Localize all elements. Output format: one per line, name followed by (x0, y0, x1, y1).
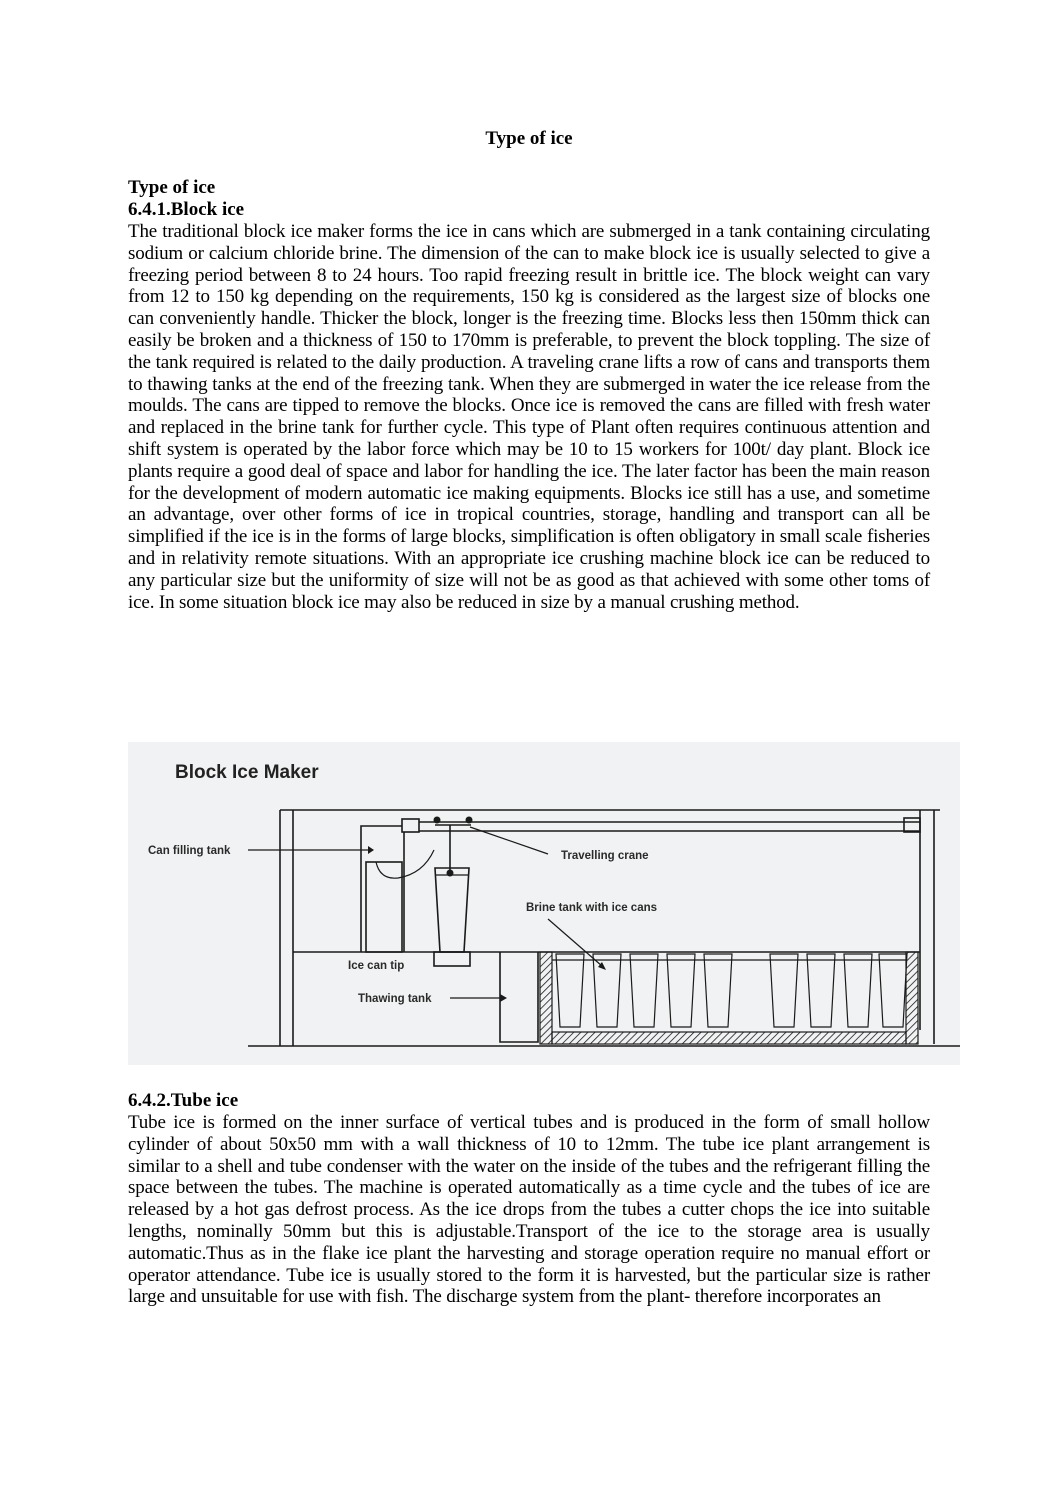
section-heading: Type of ice (128, 177, 216, 198)
tube-ice-section (128, 1090, 930, 1308)
label-can-filling-tank: Can filling tank (148, 845, 231, 857)
block-ice-section (128, 177, 930, 613)
ice-can (704, 954, 732, 1027)
can-filling-tank (361, 826, 434, 952)
label-ice-can-tip: Ice can tip (348, 960, 405, 972)
building-frame (248, 810, 960, 1046)
ice-can (844, 954, 872, 1027)
label-brine-tank: Brine tank with ice cans (526, 902, 658, 914)
ice-can (630, 954, 658, 1027)
figure-title: Block Ice Maker (175, 762, 319, 783)
ice-can (667, 954, 695, 1027)
label-thawing-tank: Thawing tank (358, 993, 432, 1005)
travelling-crane (402, 817, 920, 877)
ice-can (556, 954, 584, 1027)
page-title: Type of ice (485, 128, 573, 149)
ice-can (879, 954, 907, 1027)
ice-can (807, 954, 835, 1027)
block-ice-paragraph: The traditional block ice maker forms the ice in cans which are submerged in a tank containing circulating sodium or calcium chloride brine. The dimension of the can to make block ice is usually selected to give a freezing period between 8 to 24 hours. Too rapid freezing result in brittle ice. The block weight can vary from 12 to 150 kg depending on the requirements, 150 kg is considered as the largest size of blocks one can conveniently handle. Thicker the block, longer is the freezing time. Blocks less then 150mm thick can easily be broken and a thickness of 150 to 170mm is preferable, to prevent the block toppling. The size of the tank required is related to the daily production. A traveling crane lifts a row of cans and transports them to thawing tanks at the end of the freezing tank. When they are submerged in water the ice release from the moulds. The cans are tipped to remove the blocks. Once ice is removed the cans are filled with fresh water and replaced in the brine tank for further cycle. This type of Plant often requires continuous attention and shift system is operated by the labor force which may be 10 to 15 workers for 100t/ day plant. Block ice plants require a good deal of space and labor for handling the ice. The later factor has been the main reason for the development of modern automatic ice making equipments. Blocks ice still has a use, and sometime an advantage, over other forms of ice in tropical countries, storage, handling and transport can all be simplified if the ice is in the forms of large blocks, simplification is often obligatory in small scale fisheries and in relativity remote situations. With an appropriate ice crushing machine block ice can be reduced to any particular size but the uniformity of size will not be as good as that achieved with some other toms of ice. In some situation block ice may also be reduced in size by a manual crushing method. (128, 221, 930, 613)
tube-ice-heading: 6.4.2.Tube ice (128, 1090, 239, 1111)
ice-can (770, 954, 798, 1027)
block-ice-maker-diagram (128, 742, 960, 1065)
block-ice-heading: 6.4.1.Block ice (128, 199, 245, 220)
ice-can (593, 954, 621, 1027)
brine-tank-cans (556, 954, 907, 1027)
ice-can (434, 868, 470, 966)
tube-ice-paragraph: Tube ice is formed on the inner surface of vertical tubes and is produced in the form of small hollow cylinder of about 50x50 mm with a wall thickness of 10 to 12mm. The tube ice plant arrangement is similar to a shell and tube condenser with the water on the inside of the tubes and the refrigerant filling the space between the tubes. The machine is operated automatically as a time cycle and the tubes of ice are released by a hot gas defrost process. As the ice drops from the tubes a cutter chops the ice into suitable lengths, nominally 50mm but this is adjustable.Transport of the ice to the storage area is usually automatic.Thus as in the flake ice plant the harvesting and storage operation require no manual effort or operator attendance. Tube ice is usually stored to the form it is harvested, but the particular size is rather large and unsuitable for use with fish. The discharge system from the plant- therefore incorporates an (128, 1112, 930, 1308)
label-travelling-crane: Travelling crane (561, 850, 649, 862)
block-ice-maker-figure (128, 742, 960, 1065)
thawing-tank (500, 952, 538, 1042)
